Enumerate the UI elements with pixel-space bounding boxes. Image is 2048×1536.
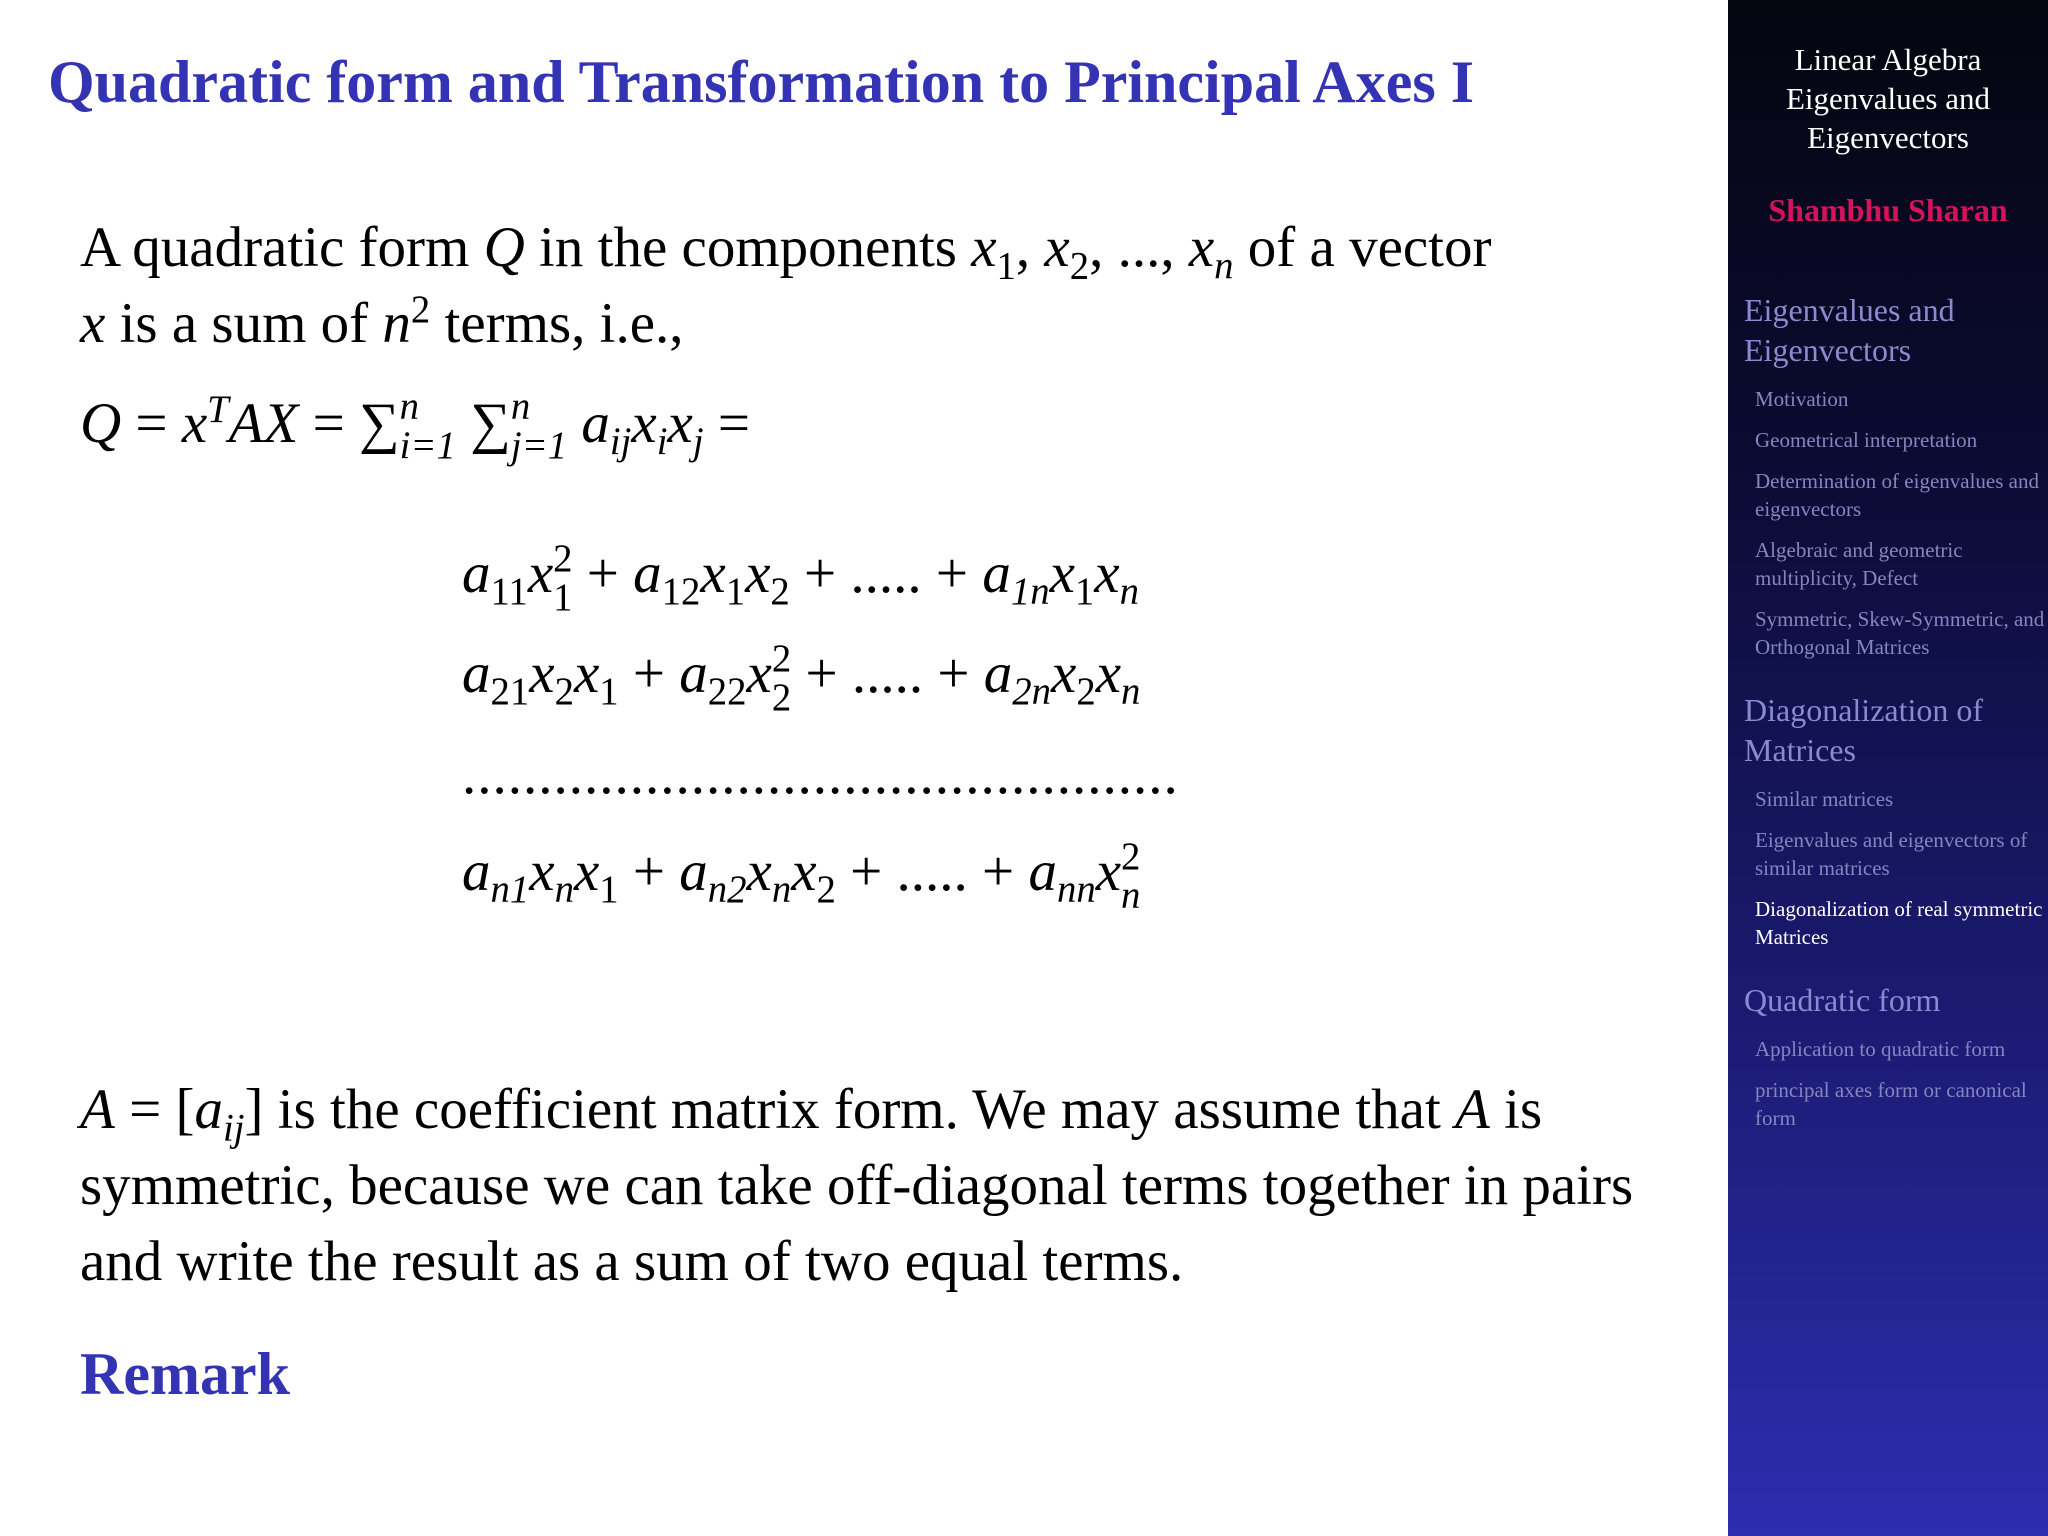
nav-item-multiplicity[interactable]: Algebraic and geometric multiplicity, Defect [1755, 538, 1963, 590]
nav-item-diagonalization-real-symmetric[interactable]: Diagonalization of real symmetric Matrices [1755, 897, 2043, 949]
quadratic-form-equation: $Q = x^TAX$ = ∑ n i=1 ∑ n j=1 $a_{ij}x_ix_j$ = [80, 385, 751, 467]
nav-item-motivation[interactable]: Motivation [1755, 387, 1849, 411]
nav-item-principal-axes[interactable]: principal axes form or canonical form [1755, 1078, 2027, 1130]
nav-item-symmetric-matrices[interactable]: Symmetric, Skew-Symmetric, and Orthogonal Matrices [1755, 607, 2045, 659]
coefficient-matrix-paragraph: $A = [a_{ij}]$ is the coefficient matrix form. We may assume that A is symmetric, because we can take off-diagonal terms together in pairs and write the result as a sum of two equal terms. [80, 1078, 1634, 1293]
navigation-sidebar [1728, 0, 2048, 1536]
nav-section-diagonalization[interactable]: Diagonalization of Matrices [1744, 692, 1984, 768]
nav-item-determination[interactable]: Determination of eigenvalues and eigenvectors [1755, 469, 2039, 521]
intro-paragraph: A quadratic form Q in the components $x_1$, $x_2$, ..., $x_n$ of a vector x is a sum of $n^2$ terms, i.e., [80, 216, 1492, 355]
nav-item-geometrical-interpretation[interactable]: Geometrical interpretation [1755, 428, 1978, 452]
slide-title: Quadratic form and Transformation to Principal Axes I [48, 49, 1475, 115]
nav-item-similar-matrices[interactable]: Similar matrices [1755, 787, 1894, 811]
nav-item-application-quadratic[interactable]: Application to quadratic form [1755, 1037, 2006, 1061]
expansion-row-ellipsis: ............................................... [462, 743, 1179, 806]
nav-section-quadratic-form[interactable]: Quadratic form [1744, 982, 1941, 1018]
course-title[interactable]: Linear Algebra Eigenvalues and Eigenvectors [1785, 42, 1990, 155]
nav-item-eigen-similar[interactable]: Eigenvalues and eigenvectors of similar matrices [1755, 828, 2028, 880]
expansion-row-n: $a_{n1}x_nx_1 + a_{n2}x_nx_2$ + ..... + $a_{nn}x$ 2 n [462, 835, 1141, 917]
author-name[interactable]: Shambhu Sharan [1768, 192, 2008, 228]
remark-heading: Remark [80, 1341, 290, 1407]
expansion-row-2: $a_{21}x_2x_1 + a_{22}x$ 2 2 + ..... + $a_{2n}x_2x_n$ [462, 637, 1141, 719]
expansion-row-1: $a_{11}x$ 2 1 + $a_{12}x_1x_2$ + ..... + $a_{1n}x_1x_n$ [462, 537, 1139, 619]
nav-section-eigenvalues[interactable]: Eigenvalues and Eigenvectors [1744, 292, 1955, 368]
